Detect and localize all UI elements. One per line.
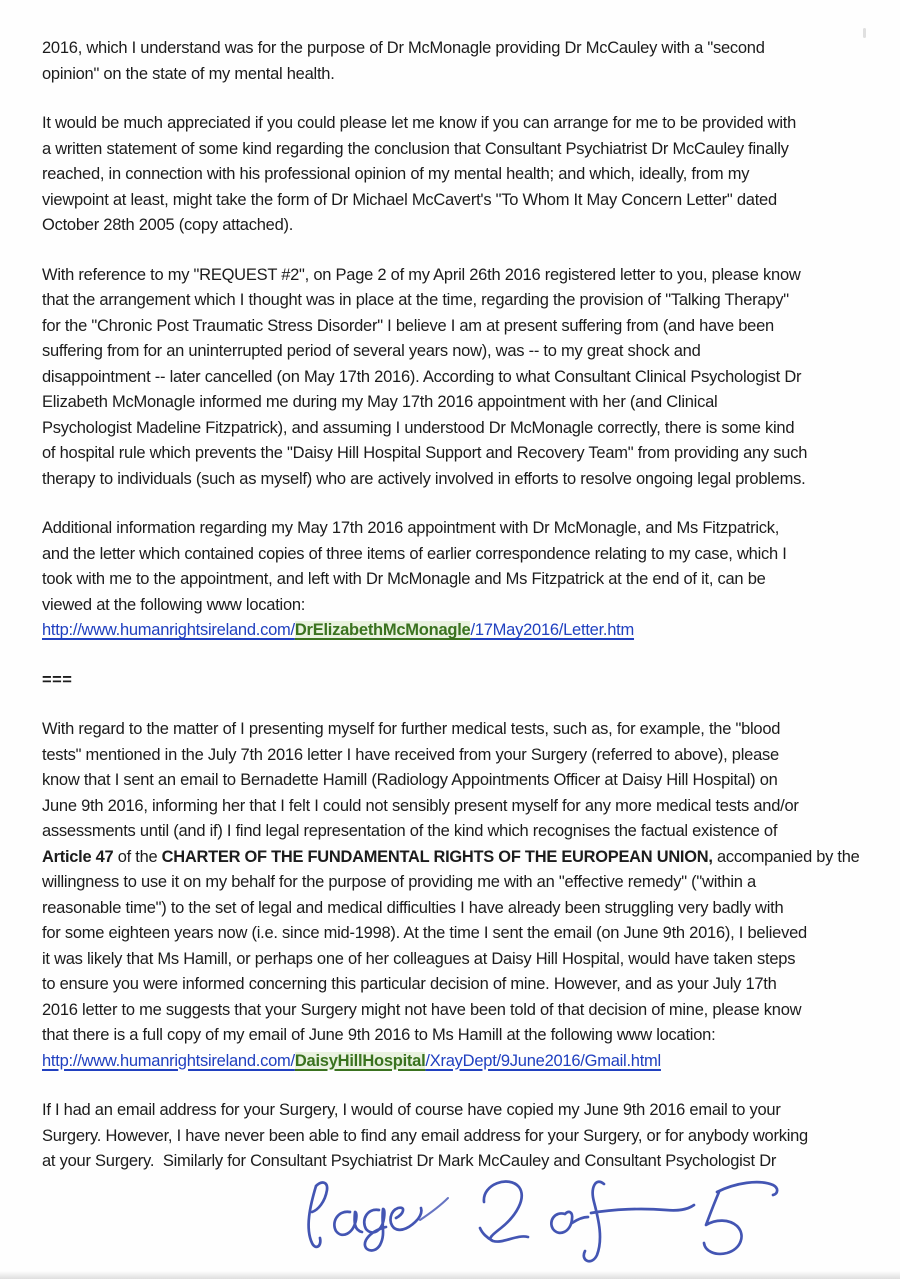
text-segment: reached, in connection with his professional opinion of my mental health; and which, ideally, from my: [42, 165, 750, 183]
text-line: [42, 717, 860, 743]
text-line: [42, 972, 860, 998]
text-segment: that the arrangement which I thought was in place at the time, regarding the provision of "Talking Therapy": [42, 291, 789, 309]
text-line: [42, 441, 860, 467]
text-line: [42, 1049, 860, 1075]
separator: [42, 668, 860, 694]
text-segment: therapy to individuals (such as myself) who are actively involved in efforts to resolve ongoing legal problems.: [42, 469, 806, 488]
text-line: [42, 542, 860, 568]
text-line: [42, 390, 860, 416]
text-segment: at your Surgery. Similarly for Consultant Psychiatrist Dr Mark McCauley and Consultant Psychologist Dr: [42, 1152, 777, 1170]
text-segment: suffering from for an uninterrupted period of several years now), was -- to my great shock and: [42, 342, 701, 360]
text-segment: Additional information regarding my May 17th 2016 appointment with Dr McMonagle, and Ms Fitzpatrick,: [42, 519, 780, 537]
text-segment: opinion" on the state of my mental health.: [42, 64, 335, 83]
text-segment: October 28th 2005 (copy attached).: [42, 216, 294, 234]
text-segment: Psychologist Madeline Fitzpatrick), and assuming I understood Dr McMonagle correctly, there is some kind: [42, 418, 795, 437]
text-segment: accompanied by the: [712, 847, 860, 866]
text-line: [42, 870, 860, 896]
handwriting-stroke-f: [584, 1182, 694, 1262]
text-segment: assessments until (and if) I find legal representation of the kind which recognises the factual existence of: [42, 822, 778, 840]
text-line: [42, 111, 860, 137]
text-segment: 2016 letter to me suggests that your Surgery might not have been told of that decision of mine, please know: [42, 1000, 802, 1019]
text-segment: that there is a full copy of my email of June 9th 2016 to Ms Hamill at the following www location:: [42, 1026, 716, 1044]
text-line: [42, 896, 860, 922]
text-line: [42, 794, 860, 820]
text-segment: of the: [113, 847, 162, 866]
hyperlink-segment[interactable]: http://www.humanrightsireland.com/: [42, 621, 295, 639]
text-line: [42, 618, 860, 644]
text-line: [42, 845, 860, 871]
text-line: [42, 467, 860, 493]
paragraph: [42, 111, 860, 239]
text-line: [42, 921, 860, 947]
text-segment: willingness to use it on my behalf for the purpose of providing me with an "effective remedy" ("within a: [42, 873, 756, 891]
text-segment: CHARTER OF THE FUNDAMENTAL RIGHTS OF THE EUROPEAN UNION,: [161, 847, 713, 866]
text-segment: tests" mentioned in the July 7th 2016 letter I have received from your Surgery (referred to above), please: [42, 745, 779, 764]
scan-artifact-bottom-edge: [0, 1271, 900, 1279]
text-segment: for some eighteen years now (i.e. since mid-1998). At the time I sent the email (on June 9th 2016), I believed: [42, 924, 807, 942]
text-line: [42, 188, 860, 214]
text-line: [42, 36, 860, 62]
text-line: [42, 593, 860, 619]
text-line: [42, 339, 860, 365]
text-line: [42, 1023, 860, 1049]
text-line: [42, 314, 860, 340]
text-segment: Elizabeth McMonagle informed me during my May 17th 2016 appointment with her (and Clinical: [42, 393, 718, 411]
text-line: [42, 162, 860, 188]
hyperlink-segment[interactable]: /XrayDept/9June2016/Gmail.html: [425, 1051, 661, 1070]
hyperlink-segment[interactable]: DaisyHillHospital: [294, 1051, 426, 1070]
text-line: [42, 365, 860, 391]
hyperlink-segment[interactable]: /17May2016/Letter.htm: [470, 621, 635, 639]
text-segment: a written statement of some kind regarding the conclusion that Consultant Psychiatrist Dr McCauley finally: [42, 139, 789, 158]
handwritten-page-number: [272, 1164, 792, 1276]
text-segment: took with me to the appointment, and left with Dr McMonagle and Ms Fitzpatrick at the end of it, can be: [42, 570, 766, 588]
text-line: [42, 998, 860, 1024]
hyperlink-segment[interactable]: DrElizabethMcMonagle: [294, 621, 471, 639]
scan-artifact-speck: [863, 28, 866, 38]
document-body: [42, 36, 860, 1175]
text-segment: viewed at the following www location:: [42, 595, 306, 614]
text-line: [42, 668, 860, 694]
paragraph: [42, 36, 860, 87]
text-segment: know that I sent an email to Bernadette Hamill (Radiology Appointments Officer at Daisy Hill Hospital) on: [42, 771, 778, 789]
text-line: [42, 567, 860, 593]
paragraph: [42, 717, 860, 1074]
text-segment: to ensure you were informed concerning this particular decision of mine. However, and as your July 17th: [42, 975, 777, 993]
text-segment: June 9th 2016, informing her that I felt I could not sensibly present myself for any more medical tests and/or: [42, 796, 799, 815]
handwriting-stroke-flourish: [420, 1198, 448, 1220]
text-line: [42, 288, 860, 314]
text-segment: viewpoint at least, might take the form of Dr Michael McCavert's "To Whom It May Concern Letter" dated: [42, 190, 777, 209]
text-segment: Article 47: [42, 847, 114, 866]
text-segment: 2016, which I understand was for the purpose of Dr McMonagle providing Dr McCauley with a "second: [42, 39, 765, 57]
hyperlink-segment[interactable]: http://www.humanrightsireland.com/: [42, 1051, 295, 1070]
text-segment: of hospital rule which prevents the "Daisy Hill Hospital Support and Recovery Team" from providing any such: [42, 444, 808, 462]
text-segment: ===: [42, 670, 73, 689]
text-segment: it was likely that Ms Hamill, or perhaps one of her colleagues at Daisy Hill Hospital, would have taken steps: [42, 949, 796, 968]
text-line: [42, 416, 860, 442]
text-line: [42, 947, 860, 973]
text-segment: and the letter which contained copies of three items of earlier correspondence relating to my case, which I: [42, 544, 787, 563]
text-line: [42, 743, 860, 769]
paragraph: [42, 516, 860, 644]
text-line: [42, 1098, 860, 1124]
text-segment: With reference to my "REQUEST #2", on Page 2 of my April 26th 2016 registered letter to you, please know: [42, 265, 801, 284]
text-segment: If I had an email address for your Surgery, I would of course have copied my June 9th 2016 email to your: [42, 1101, 781, 1119]
handwriting-stroke-g: [364, 1209, 386, 1250]
text-line: [42, 819, 860, 845]
text-line: [42, 768, 860, 794]
handwriting-stroke-e: [391, 1208, 422, 1230]
text-line: [42, 1124, 860, 1150]
text-line: [42, 516, 860, 542]
text-segment: disappointment -- later cancelled (on May 17th 2016). According to what Consultant Clinical Psychologist Dr: [42, 367, 802, 386]
text-segment: Surgery. However, I have never been able to find any email address for your Surgery, or for anybody working: [42, 1126, 808, 1145]
handwriting-stroke-2: [480, 1182, 528, 1242]
handwriting-stroke-o: [551, 1212, 588, 1233]
handwriting-stroke-P: [309, 1183, 328, 1247]
text-segment: With regard to the matter of I presenting myself for further medical tests, such as, for example, the "blood: [42, 720, 781, 738]
text-line: [42, 137, 860, 163]
paragraph: [42, 263, 860, 493]
text-segment: reasonable time") to the set of legal and medical difficulties I have already been struggling very badly with: [42, 898, 784, 917]
text-segment: It would be much appreciated if you could please let me know if you can arrange for me to be provided with: [42, 114, 797, 132]
handwriting-stroke-5: [704, 1182, 777, 1254]
text-line: [42, 62, 860, 88]
text-line: [42, 213, 860, 239]
handwriting-stroke-a: [334, 1212, 362, 1235]
text-segment: for the "Chronic Post Traumatic Stress Disorder" I believe I am at present suffering from (and have been: [42, 316, 774, 335]
text-line: [42, 263, 860, 289]
